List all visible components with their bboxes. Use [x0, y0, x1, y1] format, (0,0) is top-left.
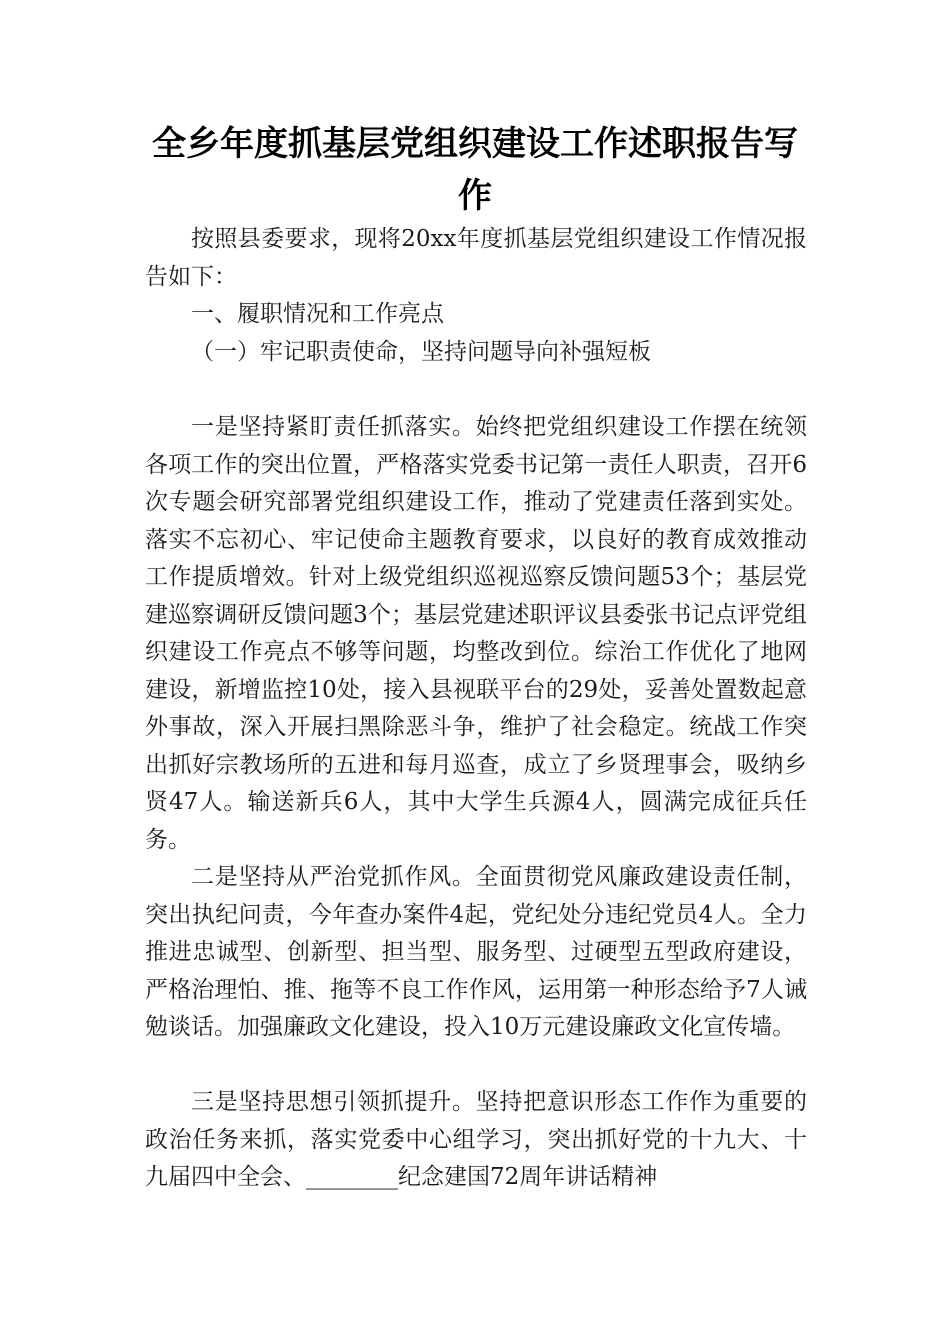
body-paragraph-2: 二是坚持从严治党抓作风。全面贯彻党风廉政建设责任制，突出执纪问责，今年查办案件4起，党纪处分违纪党员4人。全力推进忠诚型、创新型、担当型、服务型、过硬型五型政府建设，严格治理怕、推、拖等不良工作作风，运用第一种形态给予7人诫勉谈话。加强廉政文化建设，投入10万元建设廉政文化宣传墙。	[145, 864, 807, 1040]
body-paragraph-3: 三是坚持思想引领抓提升。坚持把意识形态工作作为重要的政治任务来抓，落实党委中心组学习，突出抓好党的十九大、十九届四中全会、________纪念建国72周年讲话精神	[145, 1089, 807, 1190]
intro-paragraph: 按照县委要求，现将20xx年度抓基层党组织建设工作情况报告如下：	[145, 226, 807, 290]
subsection-heading: （一）牢记职责使命，坚持问题导向补强短板	[191, 339, 651, 365]
body-paragraph-1: 一是坚持紧盯责任抓落实。始终把党组织建设工作摆在统领各项工作的突出位置，严格落实党委书记第一责任人职责，召开6次专题会研究部署党组织建设工作，推动了党建责任落到实处。落实不忘初心、牢记使命主题教育要求，以良好的教育成效推动工作提质增效。针对上级党组织巡视巡察反馈问题53个；基层党建巡察调研反馈问题3个；基层党建述职评议县委张书记点评党组织建设工作亮点不够等问题，均整改到位。综治工作优化了地网建设，新增监控10处，接入县视联平台的29处，妥善处置数起意外事故，深入开展扫黑除恶斗争，维护了社会稳定。统战工作突出抓好宗教场所的五进和每月巡查，成立了乡贤理事会，吸纳乡贤47人。输送新兵6人，其中大学生兵源4人，圆满完成征兵任务。	[145, 414, 807, 853]
document-title: 全乡年度抓基层党组织建设工作述职报告写作	[152, 124, 798, 216]
section-heading: 一、履职情况和工作亮点	[191, 301, 444, 327]
